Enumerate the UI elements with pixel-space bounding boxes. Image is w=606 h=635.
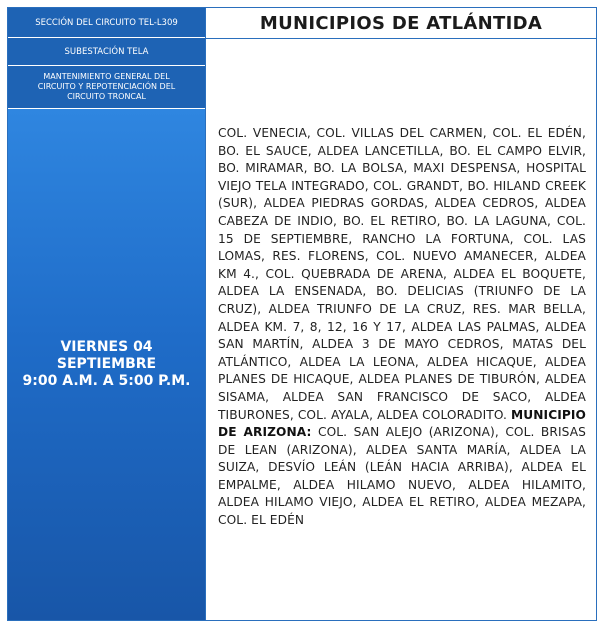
schedule-date: VIERNES 04 SEPTIEMBRE (56, 339, 157, 372)
outage-schedule-table (7, 7, 597, 621)
municipalities-title-text: MUNICIPIOS DE ATLÁNTIDA (259, 12, 543, 34)
circuit-section-label: SECCIÓN DEL CIRCUITO TEL-L309 (35, 17, 178, 28)
municipality-arizona-label: MUNICIPIO DE ARIZONA: (218, 407, 586, 440)
affected-areas-part2: COL. SAN ALEJO (ARIZONA), COL. BRISAS DE LEAN (ARIZONA), ALDEA SANTA MARÍA, ALDEA LA SUIZA, DESVÍO LEÁN (LEÁN HACIA ARRIBA), ALDEA EL EMPALME, ALDEA HILAMO NUEVO, ALDEA HILAMITO, ALDEA HILAMO VIEJO, ALDEA EL RETIRO, ALDEA MEZAPA, COL. EL EDÉN (218, 425, 586, 528)
maintenance-cell (8, 66, 205, 109)
circuit-section-cell (8, 8, 205, 38)
schedule-time: 9:00 A.M. A 5:00 P.M. (22, 373, 191, 389)
affected-areas-text (218, 125, 586, 530)
affected-areas-column (205, 8, 596, 620)
municipalities-title (205, 8, 596, 39)
substation-cell (8, 38, 205, 66)
schedule-cell (8, 109, 205, 620)
affected-areas-cell (205, 38, 596, 620)
maintenance-description: MANTENIMIENTO GENERAL DEL CIRCUITO Y REPOTENCIACIÓN DEL CIRCUITO TRONCAL (37, 72, 176, 101)
affected-areas-part1: COL. VENECIA, COL. VILLAS DEL CARMEN, COL. EL EDÉN, BO. EL SAUCE, ALDEA LANCETILLA, BO. EL CAMPO ELVIR, BO. MIRAMAR, BO. LA BOLSA, MAXI DESPENSA, HOSPITAL VIEJO TELA INTEGRADO, COL. GRANDT, BO. HILAND CREEK (SUR), ALDEA PIEDRAS GORDAS, ALDEA CEDROS, ALDEA CABEZA DE INDIO, BO. EL RETIRO, BO. LA LAGUNA, COL. 15 DE SEPTIEMBRE, RANCHO LA FORTUNA, COL. LAS LOMAS, RES. FLORENS, COL. NUEVO AMANECER, ALDEA KM 4., COL. QUEBRADA DE ARENA, ALDEA EL BOQUETE, ALDEA LA ENSENADA, BO. DELICIAS (TRIUNFO DE LA CRUZ), ALDEA TRIUNFO DE LA CRUZ, RES. MAR BELLA, ALDEA KM. 7, 8, 12, 16 Y 17, ALDEA LAS PALMAS, ALDEA SAN MARTÍN, ALDEA 3 DE MAYO CEDROS, MATAS DEL ATLÁNTICO, ALDEA LA LEONA, ALDEA HICAQUE, ALDEA PLANES DE HICAQUE, ALDEA PLANES DE TIBURÓN, ALDEA SISAMA, ALDEA SAN FRANCISCO DE SACO, ALDEA TIBURONES, COL. AYALA, ALDEA COLORADITO. (218, 126, 586, 422)
substation-label: SUBESTACIÓN TELA (64, 46, 149, 57)
schedule-info-column (8, 8, 205, 620)
